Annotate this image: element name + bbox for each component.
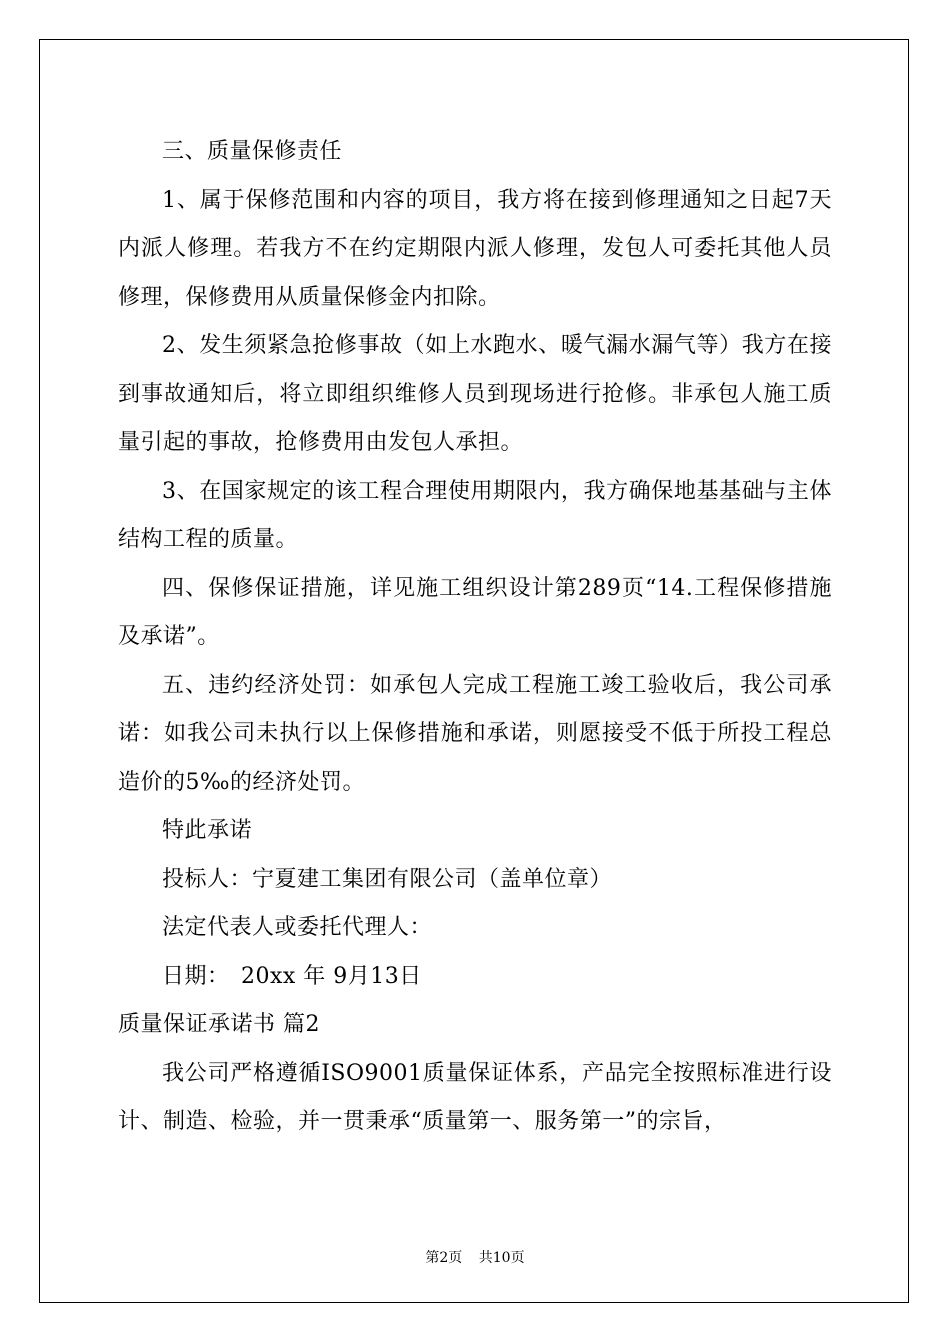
- paragraph-penalty: 五、违约经济处罚：如承包人完成工程施工竣工验收后，我公司承诺：如我公司未执行以上保修措施和承诺，则愿接受不低于所投工程总造价的5‰的经济处罚。: [118, 672, 832, 795]
- page-footer: [0, 1247, 950, 1267]
- page-number: 第2页: [425, 1250, 463, 1266]
- paragraph-representative: 法定代表人或委托代理人：: [162, 915, 433, 940]
- paragraph-warranty-measures: 四、保修保证措施，详见施工组织设计第289页“14.工程保修措施及承诺”。: [118, 575, 832, 649]
- page-total: 共10页: [478, 1250, 525, 1266]
- paragraph-hereby-commit: 特此承诺: [162, 818, 253, 843]
- document-body: [118, 128, 832, 1147]
- paragraph-date: 日期： 20xx 年 9月13日: [162, 963, 422, 989]
- paragraph-warranty-item-2: 2、发生须紧急抢修事故（如上水跑水、暖气漏水漏气等）我方在接到事故通知后，将立即组织维修人员到现场进行抢修。非承包人施工质量引起的事故，抢修费用由发包人承担。: [118, 333, 832, 455]
- paragraph-iso-intro: 我公司严格遵循ISO9001质量保证体系，产品完全按照标准进行设计、制造、检验，并一贯秉承“质量第一、服务第一”的宗旨，: [118, 1060, 832, 1134]
- section-title: 质量保证承诺书 篇2: [118, 1012, 320, 1037]
- paragraph-bidder: 投标人：宁夏建工集团有限公司（盖单位章）: [162, 866, 613, 892]
- heading-quality-warranty: 三、质量保修责任: [162, 139, 343, 164]
- paragraph-warranty-item-1: 1、属于保修范围和内容的项目，我方将在接到修理通知之日起7天内派人修理。若我方不在约定期限内派人修理，发包人可委托其他人员修理，保修费用从质量保修金内扣除。: [118, 187, 832, 310]
- paragraph-warranty-item-3: 3、在国家规定的该工程合理使用期限内，我方确保地基基础与主体结构工程的质量。: [118, 478, 832, 552]
